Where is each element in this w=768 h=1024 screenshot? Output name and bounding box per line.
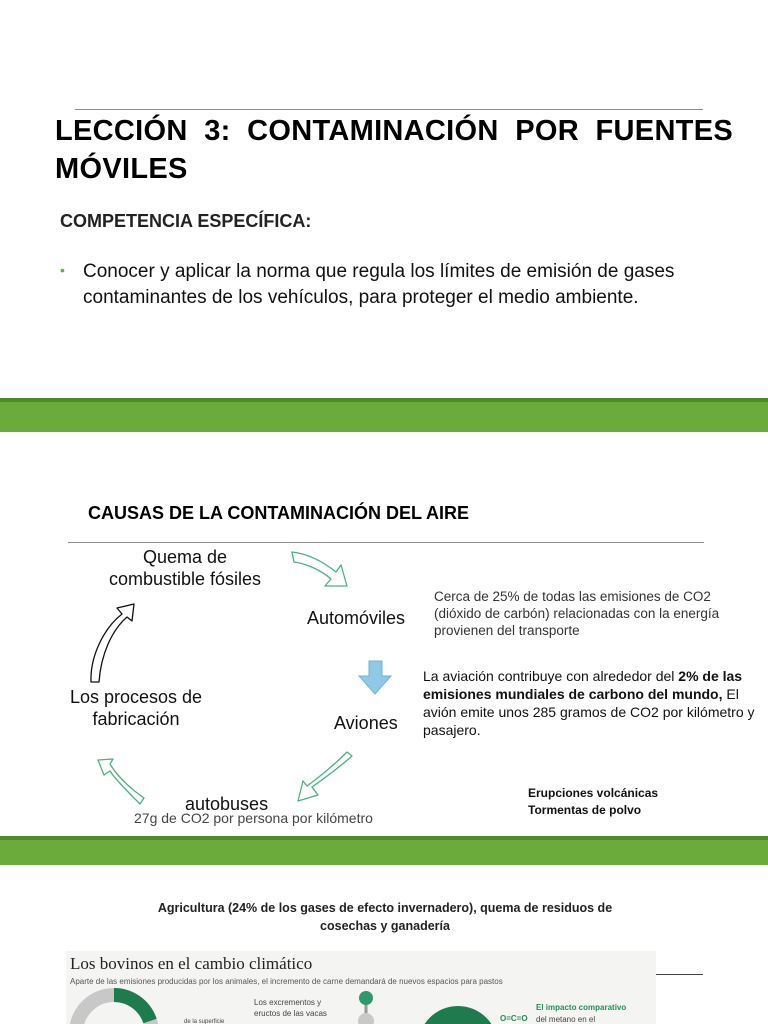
note-bus: 27g de CO2 por persona por kilómetro	[134, 810, 373, 826]
note-aviacion	[423, 667, 768, 739]
cattle-infographic	[66, 951, 656, 1024]
co2-formula: O=C=O	[500, 1014, 528, 1023]
note-aviacion-bold: 2% de las emisiones mundiales de carbono del mundo,	[423, 668, 743, 702]
causes-title: CAUSAS DE LA CONTAMINACIÓN DEL AIRE	[88, 503, 470, 523]
title-divider	[75, 109, 703, 110]
bullet-marker: •	[60, 262, 65, 278]
node-quema-label: Quema de combustible fósiles	[108, 547, 262, 589]
arrow-to-automoviles-icon	[292, 552, 347, 586]
infographic-subtitle: Aparte de las emisiones producidas por los animales, el incremento de carne demandará de nuevos espacios para pastos	[70, 977, 503, 986]
agriculture-heading: Agricultura (24% de los gases de efecto invernadero), quema de residuos de cosechas y ganadería	[157, 901, 613, 933]
node-automoviles: Automóviles	[307, 608, 406, 628]
competence-bullet: Conocer y aplicar la norma que regula los límites de emisión de gases contaminantes de los vehículos, para proteger el medio ambiente.	[83, 261, 675, 308]
natural-cause-volcanic: Erupciones volcánicas	[528, 786, 659, 800]
node-procesos	[66, 686, 206, 730]
natural-cause-dust: Tormentas de polvo	[528, 803, 642, 817]
node-autobuses: autobuses	[185, 794, 269, 814]
competence-heading: COMPETENCIA ESPECÍFICA:	[60, 211, 312, 231]
arrow-to-aviones-icon	[359, 661, 391, 694]
slide-separator-2	[0, 840, 768, 865]
impact-circle-icon	[418, 1006, 498, 1024]
impact-subtitle: del metano en el	[536, 1015, 596, 1024]
arrow-to-procesos-icon	[98, 759, 144, 804]
node-procesos-label: Los procesos de fabricación	[69, 687, 203, 729]
node-aviones: Aviones	[334, 713, 398, 733]
impact-title: El impacto comparativo	[536, 1003, 627, 1012]
arrow-to-autobuses-icon	[298, 752, 352, 801]
arrow-to-quema-icon	[91, 604, 134, 682]
natural-causes	[528, 785, 658, 819]
infographic-graphics	[66, 951, 656, 1024]
slide-separator	[0, 402, 768, 432]
note-aviacion-b: El avión emite unos 285 gramos de CO2 por kilómetro y pasajero.	[423, 686, 755, 738]
donut-chart-icon	[76, 995, 152, 1024]
infographic-caption: Los excrementos y eructos de las vacas	[254, 998, 327, 1018]
note-co2-transport: Cerca de 25% de todas las emisiones de CO2 (dióxido de carbón) relacionadas con la energía provienen del transporte	[434, 589, 720, 638]
note-aviacion-a: La aviación contribuye con alrededor del	[423, 668, 679, 684]
infographic-surface-label: de la superficie	[184, 1019, 225, 1024]
slide3-divider	[655, 974, 703, 975]
lesson-title: LECCIÓN 3: CONTAMINACIÓN POR FUENTES MÓVILES	[55, 115, 733, 185]
node-quema	[99, 546, 279, 590]
infographic-title: Los bovinos en el cambio climático	[70, 954, 313, 973]
methane-molecule-icon	[358, 991, 374, 1024]
